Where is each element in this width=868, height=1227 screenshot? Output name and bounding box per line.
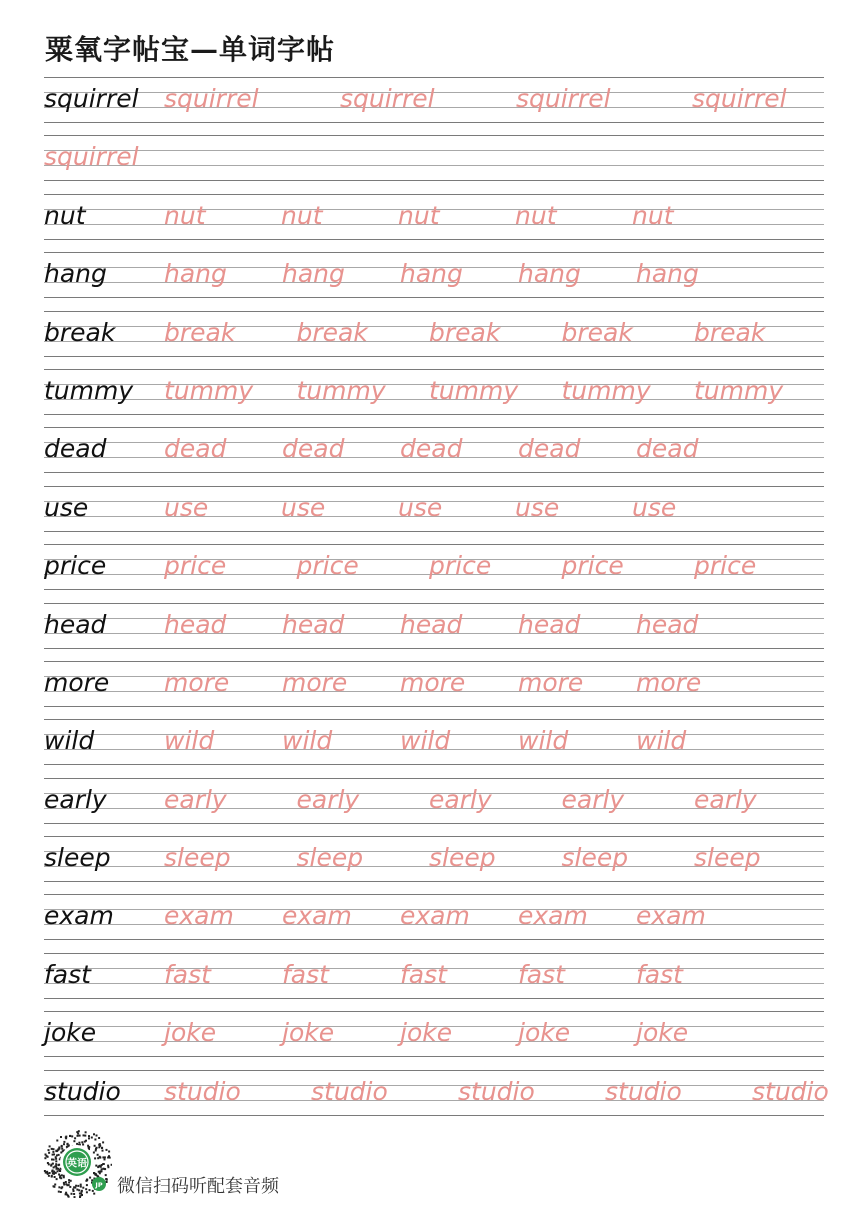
model-word: fast bbox=[44, 959, 91, 989]
word-row bbox=[44, 427, 824, 485]
trace-word: break bbox=[296, 317, 368, 347]
trace-word: wild bbox=[636, 726, 687, 756]
trace-word: nut bbox=[515, 200, 557, 230]
model-word: studio bbox=[44, 1076, 121, 1106]
model-word: early bbox=[44, 784, 107, 814]
model-word: head bbox=[44, 609, 107, 639]
trace-word: nut bbox=[398, 200, 440, 230]
word-row bbox=[44, 311, 824, 369]
trace-word: early bbox=[429, 784, 492, 814]
word-row bbox=[44, 836, 824, 894]
model-word: break bbox=[44, 317, 116, 347]
guide-line bbox=[44, 180, 824, 181]
trace-word: joke bbox=[636, 1018, 689, 1048]
trace-word: nut bbox=[281, 200, 323, 230]
trace-word: head bbox=[636, 609, 699, 639]
audio-caption: 微信扫码听配套音频 bbox=[117, 1176, 279, 1197]
trace-word: more bbox=[636, 667, 702, 697]
guide-line bbox=[44, 661, 824, 662]
guide-line bbox=[44, 369, 824, 370]
trace-word: studio bbox=[164, 1076, 241, 1106]
trace-word: exam bbox=[400, 901, 470, 931]
trace-word: studio bbox=[458, 1076, 535, 1106]
trace-word: tummy bbox=[164, 375, 254, 405]
guide-line bbox=[44, 165, 824, 166]
trace-word: studio bbox=[605, 1076, 682, 1106]
trace-word: nut bbox=[632, 200, 674, 230]
trace-word: break bbox=[694, 317, 766, 347]
model-word: wild bbox=[44, 726, 95, 756]
trace-word: exam bbox=[518, 901, 588, 931]
guide-line bbox=[44, 472, 824, 473]
model-word: use bbox=[44, 492, 89, 522]
model-word: joke bbox=[44, 1018, 97, 1048]
word-row bbox=[44, 661, 824, 719]
trace-word: dead bbox=[282, 434, 345, 464]
trace-word: joke bbox=[400, 1018, 453, 1048]
trace-word: tummy bbox=[429, 375, 519, 405]
qr-corner-label: JP bbox=[95, 1181, 103, 1189]
trace-word: hang bbox=[400, 259, 463, 289]
trace-word: use bbox=[515, 492, 560, 522]
trace-word: exam bbox=[282, 901, 352, 931]
guide-line bbox=[44, 531, 824, 532]
guide-line bbox=[44, 356, 824, 357]
guide-line bbox=[44, 1011, 824, 1012]
guide-line bbox=[44, 603, 824, 604]
trace-word: tummy bbox=[694, 375, 784, 405]
trace-word: use bbox=[281, 492, 326, 522]
word-row bbox=[44, 894, 824, 952]
trace-word: early bbox=[164, 784, 227, 814]
trace-word: more bbox=[282, 667, 348, 697]
trace-word: use bbox=[398, 492, 443, 522]
guide-line bbox=[44, 998, 824, 999]
guide-line bbox=[44, 122, 824, 123]
trace-word: head bbox=[518, 609, 581, 639]
trace-word: wild bbox=[282, 726, 333, 756]
guide-line bbox=[44, 427, 824, 428]
trace-word: exam bbox=[164, 901, 234, 931]
footer bbox=[42, 1128, 442, 1200]
guide-line bbox=[44, 706, 824, 707]
guide-line bbox=[44, 1100, 824, 1101]
guide-line bbox=[44, 823, 824, 824]
guide-line bbox=[44, 486, 824, 487]
trace-word: squirrel bbox=[692, 84, 787, 113]
word-row bbox=[44, 135, 824, 193]
guide-line bbox=[44, 1115, 824, 1116]
trace-word: squirrel bbox=[340, 84, 435, 113]
guide-line bbox=[44, 252, 824, 253]
trace-word: fast bbox=[282, 959, 329, 989]
word-row bbox=[44, 719, 824, 777]
model-word: exam bbox=[44, 901, 114, 931]
guide-line bbox=[44, 414, 824, 415]
trace-word: squirrel bbox=[44, 142, 139, 172]
trace-word: exam bbox=[636, 901, 706, 931]
trace-word: use bbox=[632, 492, 677, 522]
guide-line bbox=[44, 194, 824, 195]
guide-line bbox=[44, 544, 824, 545]
word-row bbox=[44, 486, 824, 544]
trace-word: wild bbox=[518, 726, 569, 756]
trace-word: sleep bbox=[561, 843, 629, 873]
word-row bbox=[44, 953, 824, 1011]
guide-line bbox=[44, 719, 824, 720]
trace-word: break bbox=[429, 317, 501, 347]
trace-word: dead bbox=[636, 434, 699, 464]
trace-word: head bbox=[400, 609, 463, 639]
qr-badge-label: 英语 bbox=[67, 1158, 87, 1170]
model-word: dead bbox=[44, 434, 107, 464]
trace-word: joke bbox=[282, 1018, 335, 1048]
trace-word: nut bbox=[164, 200, 206, 230]
guide-line bbox=[44, 135, 824, 136]
trace-word: more bbox=[164, 667, 230, 697]
guide-line bbox=[44, 77, 824, 78]
guide-line bbox=[44, 1056, 824, 1057]
trace-word: hang bbox=[164, 259, 227, 289]
trace-word: tummy bbox=[561, 375, 651, 405]
word-row bbox=[44, 252, 824, 310]
trace-word: joke bbox=[164, 1018, 217, 1048]
guide-line bbox=[44, 836, 824, 837]
guide-line bbox=[44, 881, 824, 882]
guide-line bbox=[44, 894, 824, 895]
trace-word: price bbox=[164, 551, 227, 581]
guide-line bbox=[44, 939, 824, 940]
model-word: sleep bbox=[44, 843, 111, 873]
word-row bbox=[44, 1070, 829, 1128]
trace-word: squirrel bbox=[164, 84, 259, 113]
word-row bbox=[44, 603, 824, 661]
guide-line bbox=[44, 150, 824, 151]
guide-line bbox=[44, 778, 824, 779]
word-row bbox=[44, 544, 824, 602]
trace-word: hang bbox=[636, 259, 699, 289]
trace-word: sleep bbox=[164, 843, 231, 873]
trace-word: sleep bbox=[296, 843, 364, 873]
model-word: more bbox=[44, 667, 110, 697]
trace-word: price bbox=[694, 551, 757, 581]
trace-word: sleep bbox=[694, 843, 761, 873]
word-row bbox=[44, 1011, 824, 1069]
model-word: tummy bbox=[44, 375, 134, 405]
model-word: squirrel bbox=[44, 84, 139, 113]
trace-word: head bbox=[282, 609, 345, 639]
trace-word: price bbox=[429, 551, 492, 581]
word-row bbox=[44, 778, 824, 836]
model-word: price bbox=[44, 551, 107, 581]
trace-word: break bbox=[164, 317, 236, 347]
guide-line bbox=[44, 297, 824, 298]
model-word: nut bbox=[44, 200, 86, 230]
guide-line bbox=[44, 589, 824, 590]
trace-word: studio bbox=[752, 1076, 829, 1106]
trace-word: break bbox=[561, 317, 633, 347]
word-row bbox=[44, 77, 824, 135]
trace-word: more bbox=[518, 667, 584, 697]
guide-line bbox=[44, 953, 824, 954]
guide-line bbox=[44, 648, 824, 649]
trace-word: wild bbox=[400, 726, 451, 756]
model-word: hang bbox=[44, 259, 107, 289]
trace-word: fast bbox=[518, 959, 565, 989]
trace-word: tummy bbox=[296, 375, 386, 405]
trace-word: squirrel bbox=[516, 84, 611, 113]
guide-line bbox=[44, 239, 824, 240]
trace-word: hang bbox=[518, 259, 581, 289]
guide-line bbox=[44, 311, 824, 312]
writing-sheet bbox=[44, 77, 829, 1129]
trace-word: dead bbox=[164, 434, 227, 464]
page-title: 粟氧字帖宝—单词字帖 bbox=[45, 33, 336, 66]
trace-word: use bbox=[164, 492, 209, 522]
trace-word: fast bbox=[164, 959, 211, 989]
trace-word: early bbox=[561, 784, 625, 814]
trace-word: early bbox=[694, 784, 757, 814]
trace-word: dead bbox=[518, 434, 581, 464]
trace-word: studio bbox=[311, 1076, 388, 1106]
guide-line bbox=[44, 1070, 824, 1071]
trace-word: more bbox=[400, 667, 466, 697]
trace-word: price bbox=[296, 551, 359, 581]
trace-word: sleep bbox=[429, 843, 496, 873]
trace-word: early bbox=[296, 784, 360, 814]
word-row bbox=[44, 369, 824, 427]
trace-word: fast bbox=[400, 959, 447, 989]
trace-word: fast bbox=[636, 959, 683, 989]
trace-word: dead bbox=[400, 434, 463, 464]
trace-word: hang bbox=[282, 259, 345, 289]
trace-word: joke bbox=[518, 1018, 571, 1048]
trace-word: head bbox=[164, 609, 227, 639]
guide-line bbox=[44, 1085, 824, 1086]
trace-word: wild bbox=[164, 726, 215, 756]
qr-code-icon[interactable] bbox=[42, 1128, 112, 1198]
guide-line bbox=[44, 764, 824, 765]
word-row bbox=[44, 194, 824, 252]
trace-word: price bbox=[561, 551, 624, 581]
